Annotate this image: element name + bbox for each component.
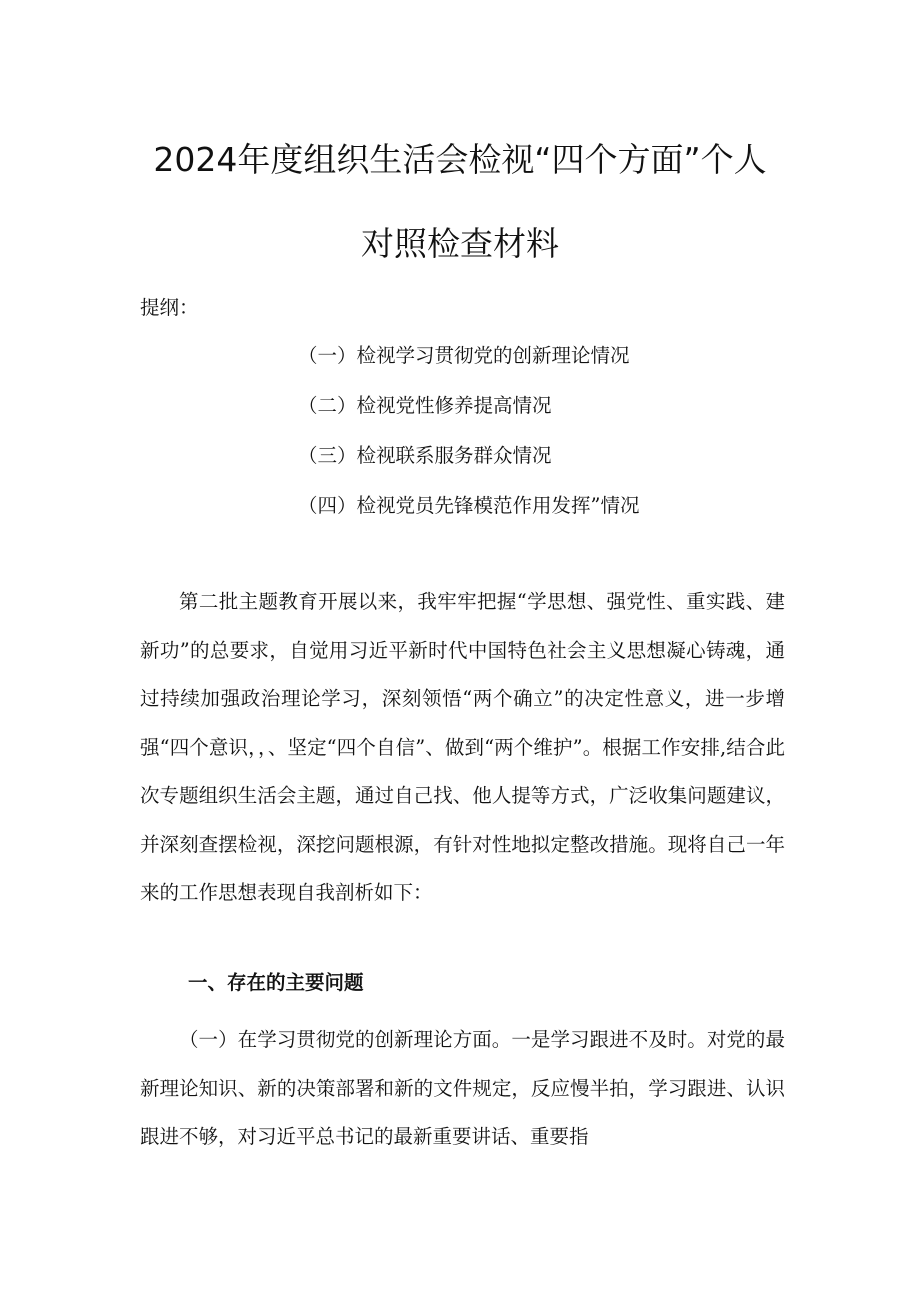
section-heading: 一、存在的主要问题: [188, 971, 364, 994]
outline-label: 提纲：: [140, 296, 199, 319]
section-paragraph: （一）在学习贯彻党的创新理论方面。一是学习跟进不及时。对党的最新理论知识、新的决策部署和新的文件规定，反应慢半拍，学习跟进、认识跟进不够，对习近平总书记的最新重要讲话、重要指: [140, 1028, 785, 1148]
outline-item: （二）检视党性修养提高情况: [298, 394, 552, 417]
document-title-line-1: 2024年度组织生活会检视“四个方面”个人: [153, 140, 767, 179]
outline-item: （一）检视学习贯彻党的创新理论情况: [298, 344, 630, 367]
outline-item: （三）检视联系服务群众情况: [298, 444, 552, 467]
document-title-line-2: 对照检查材料: [361, 224, 559, 263]
outline-item: （四）检视党员先锋模范作用发挥”情况: [298, 494, 640, 517]
outline-list: [298, 342, 639, 542]
intro-paragraph: 第二批主题教育开展以来，我牢牢把握“学思想、强党性、重实践、建新功”的总要求，自觉用习近平新时代中国特色社会主义思想凝心铸魂，通过持续加强政治理论学习，深刻领悟“两个确立”的决定性意义，进一步增强“四个意识，，、坚定“四个自信”、做到“两个维护”。根据工作安排,结合此次专题组织生活会主题，通过自己找、他人提等方式，广泛收集问题建议，并深刻查摆检视，深挖问题根源，有针对性地拟定整改措施。现将自己一年来的工作思想表现自我剖析如下：: [140, 590, 785, 904]
